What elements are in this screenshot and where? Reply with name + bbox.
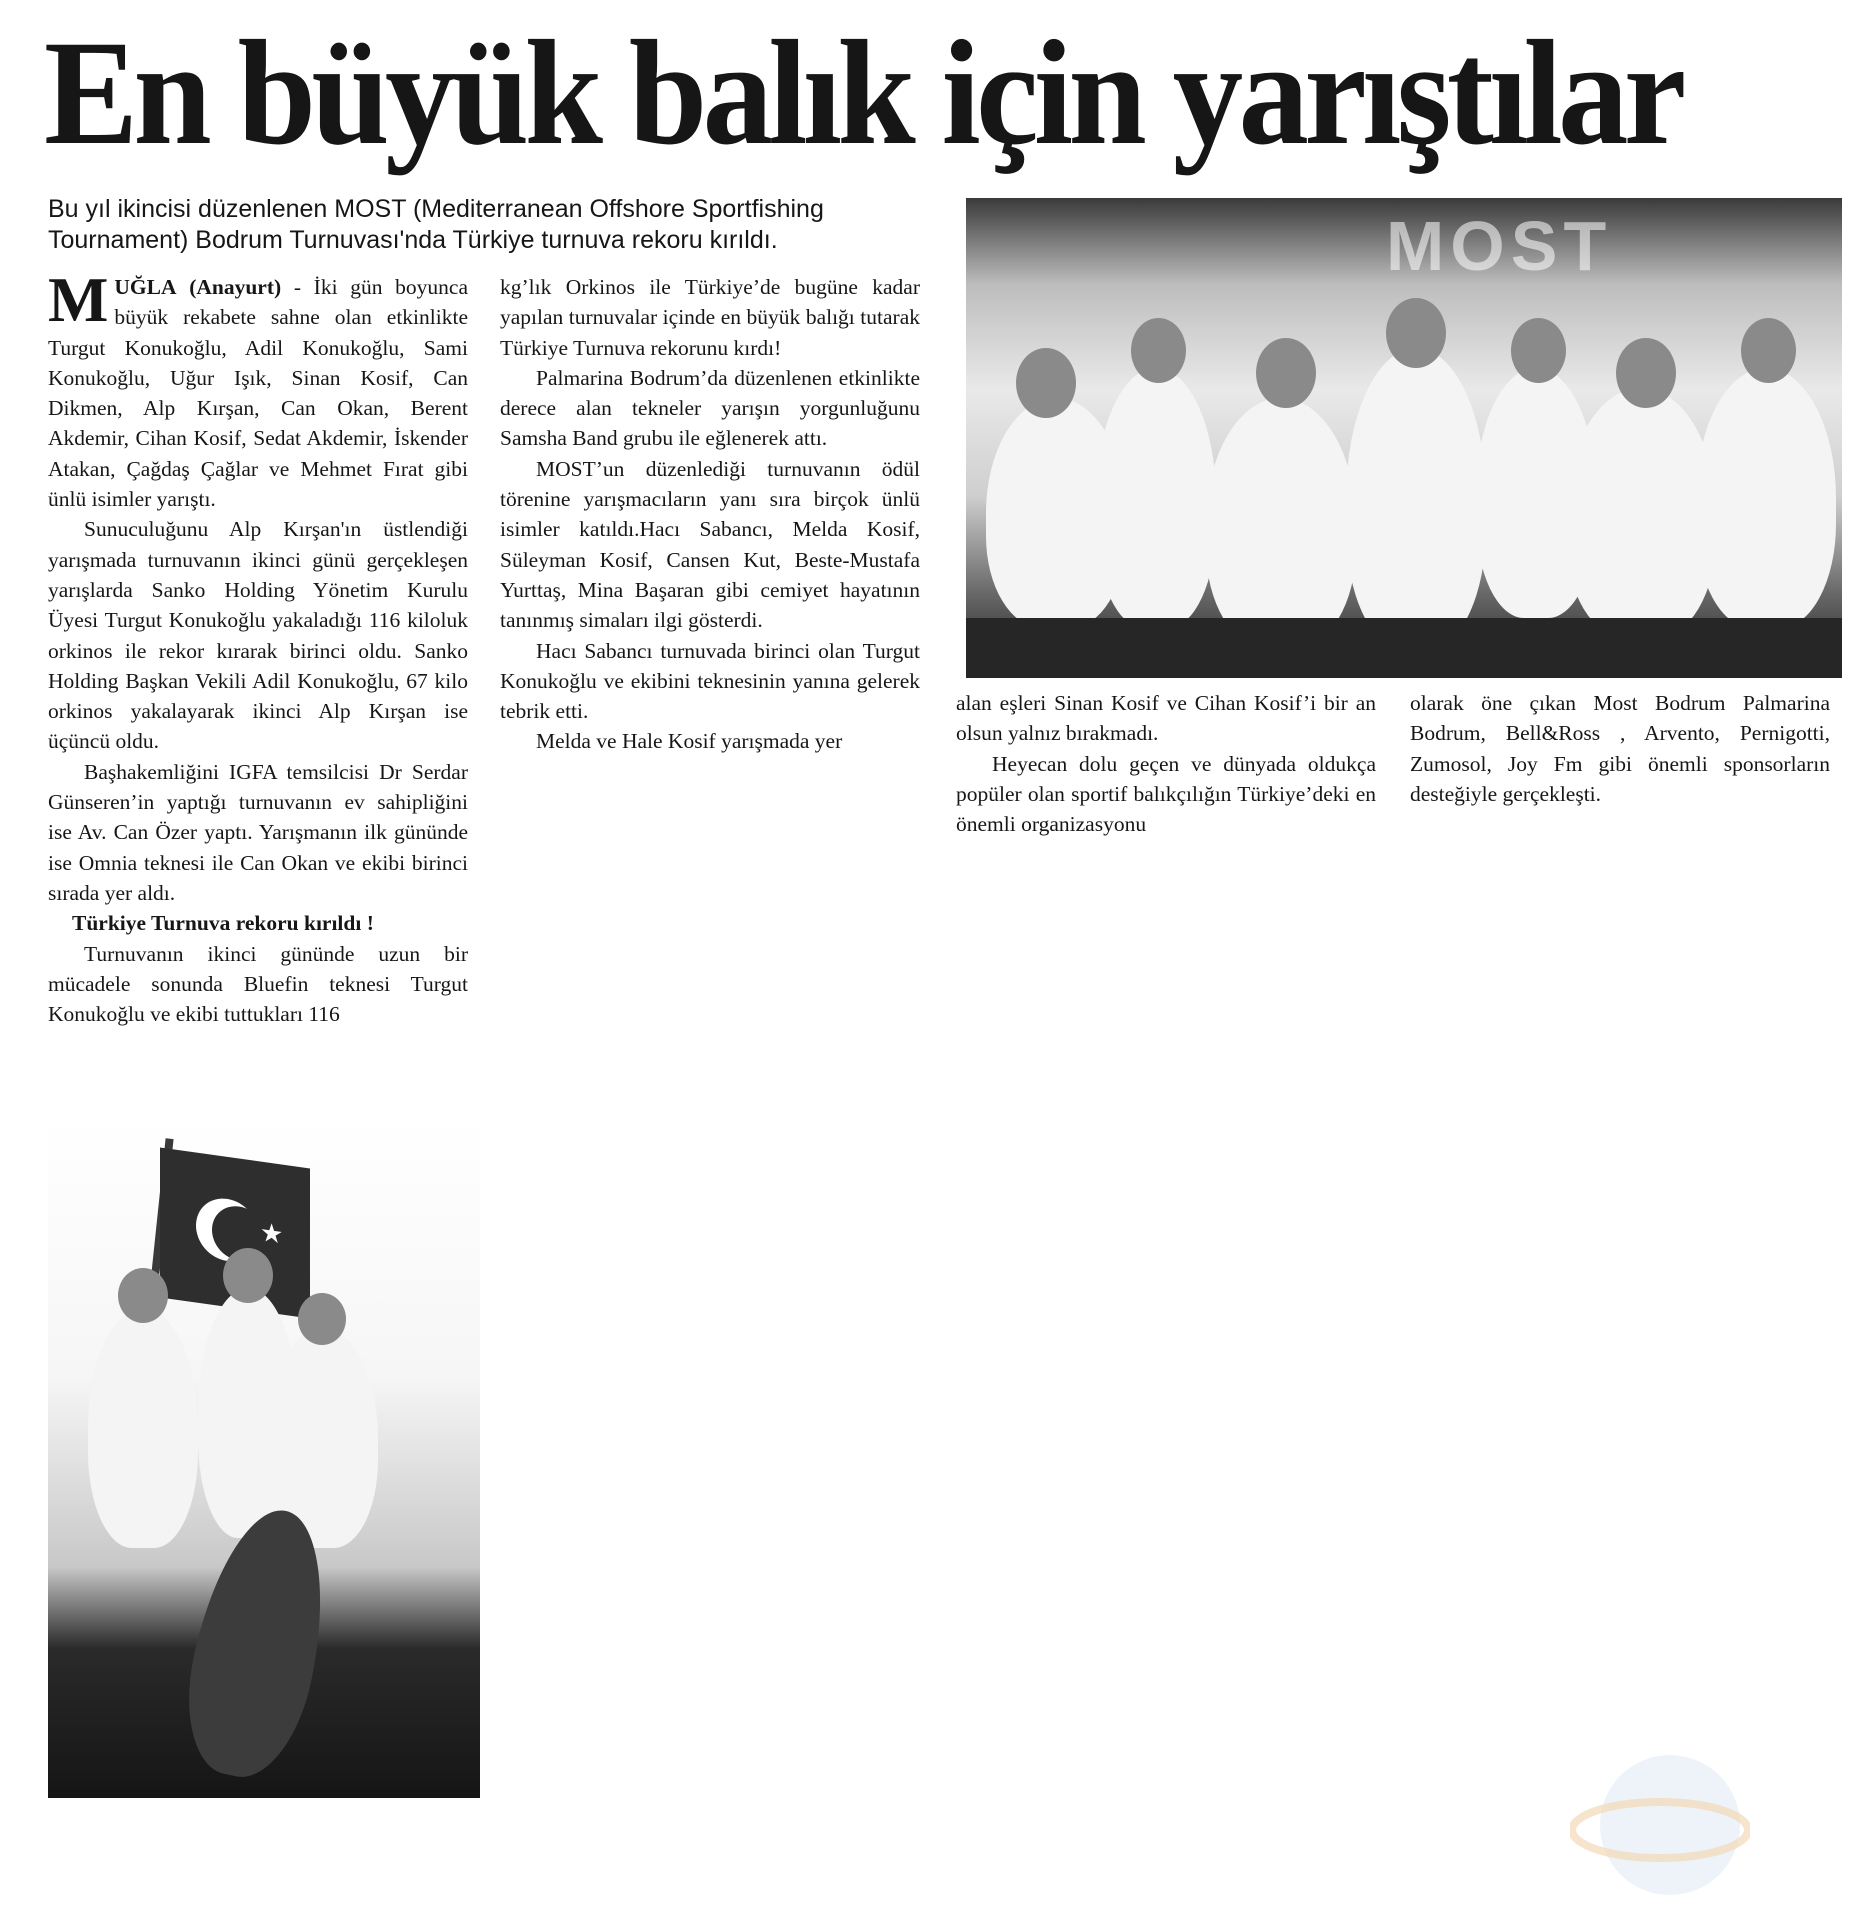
dateline: UĞLA (114, 275, 177, 299)
flag-icon: ★ (160, 1147, 310, 1318)
column-4 (1410, 688, 1830, 809)
column-1 (48, 264, 468, 1029)
paragraph: kg’lık Orkinos ile Türkiye’de bugüne kadar yapılan turnuvalar içinde en büyük balığı tutarak Türkiye Turnuva rekorunu kırdı! (500, 275, 920, 360)
paragraph: Turnuvanın ikinci gününde uzun bir mücadele sonunda Bluefin teknesi Turgut Konukoğlu ve ekibi tuttukları 116 (48, 941, 468, 1027)
watermark-globe-icon (1570, 1735, 1750, 1915)
subheading: Türkiye Turnuva rekoru kırıldı ! (72, 911, 374, 936)
column-2 (500, 272, 920, 757)
headline: En büyük balık için yarıştılar (44, 10, 1682, 176)
paragraph: Palmarina Bodrum’da düzenlenen etkinlikte derece alan tekneler yarışın yorgunluğunu Samsha Band grubu ile eğlenerek attı. (500, 365, 920, 451)
team-photo (966, 198, 1842, 678)
paragraph: olarak öne çıkan Most Bodrum Palmarina Bodrum, Bell&Ross , Arvento, Pernigotti, Zumosol, Joy Fm gibi önemli sponsorların desteğiyle gerçekleşti. (1410, 691, 1830, 806)
paragraph: alan eşleri Sinan Kosif ve Cihan Kosif’i bir an olsun yalnız bırakmadı. (956, 691, 1376, 746)
lead-text: - İki gün boyunca büyük rekabete sahne olan etkinlikte Turgut Konukoğlu, Adil Konukoğlu, Sami Konukoğlu, Uğur Işık, Sinan Kosif, Can Dikmen, Alp Kırşan, Can Okan, Berent Akdemir, Cihan Kosif, Sedat Akdemir, İskender Atakan, Çağdaş Çağlar ve Mehmet Fırat gibi ünlü isimler yarıştı. (48, 275, 468, 512)
fishing-photo (48, 1118, 480, 1798)
banner: MOST (1386, 207, 1613, 285)
paragraph: Başhakemliğini IGFA temsilcisi Dr Serdar Günseren’in yaptığı turnuvanın ev sahipliğini ise Av. Can Özer yaptı. Yarışmanın ilk gününde ise Omnia teknesi ile Can Okan ve ekibi birinci sırada yer aldı. (48, 759, 468, 905)
dropcap: M (48, 264, 109, 335)
paragraph: MOST’un düzenlediği turnuvanın ödül törenine yarışmacıların yanı sıra birçok ünlü isimler katıldı.Hacı Sabancı, Melda Kosif, Süleyman Kosif, Cansen Kut, Beste-Mustafa Yurttaş, Mina Başaran gibi cemiyet hayatının tanınmış simaları ilgi gösterdi. (500, 456, 920, 633)
deck: Bu yıl ikincisi düzenlenen MOST (Mediterranean Offshore Sportfishing Tournament) Bodrum Turnuvası'nda Türkiye turnuva rekoru kırıldı. (48, 195, 824, 254)
paragraph: Melda ve Hale Kosif yarışmada yer (536, 729, 843, 754)
column-3 (956, 688, 1376, 839)
paragraph: Hacı Sabancı turnuvada birinci olan Turgut Konukoğlu ve ekibini teknesinin yanına gelerek tebrik etti. (500, 638, 920, 724)
lead-paragraph (48, 264, 468, 514)
paragraph: Heyecan dolu geçen ve dünyada oldukça popüler olan sportif balıkçılığın Türkiye’deki en önemli organizasyonu (956, 751, 1376, 837)
paragraph: Sunuculuğunu Alp Kırşan'ın üstlendiği yarışmada turnuvanın ikinci günü gerçekleşen yarışlarda Sanko Holding Yönetim Kurulu Üyesi Turgut Konukoğlu yakaladığı 116 kiloluk orkinos ile rekor kırarak birinci oldu. Sanko Holding Başkan Vekili Adil Konukoğlu, 67 kilo orkinos yakalayarak ikinci Alp Kırşan ise üçüncü oldu. (48, 517, 468, 754)
agency: (Anayurt) (189, 275, 282, 299)
